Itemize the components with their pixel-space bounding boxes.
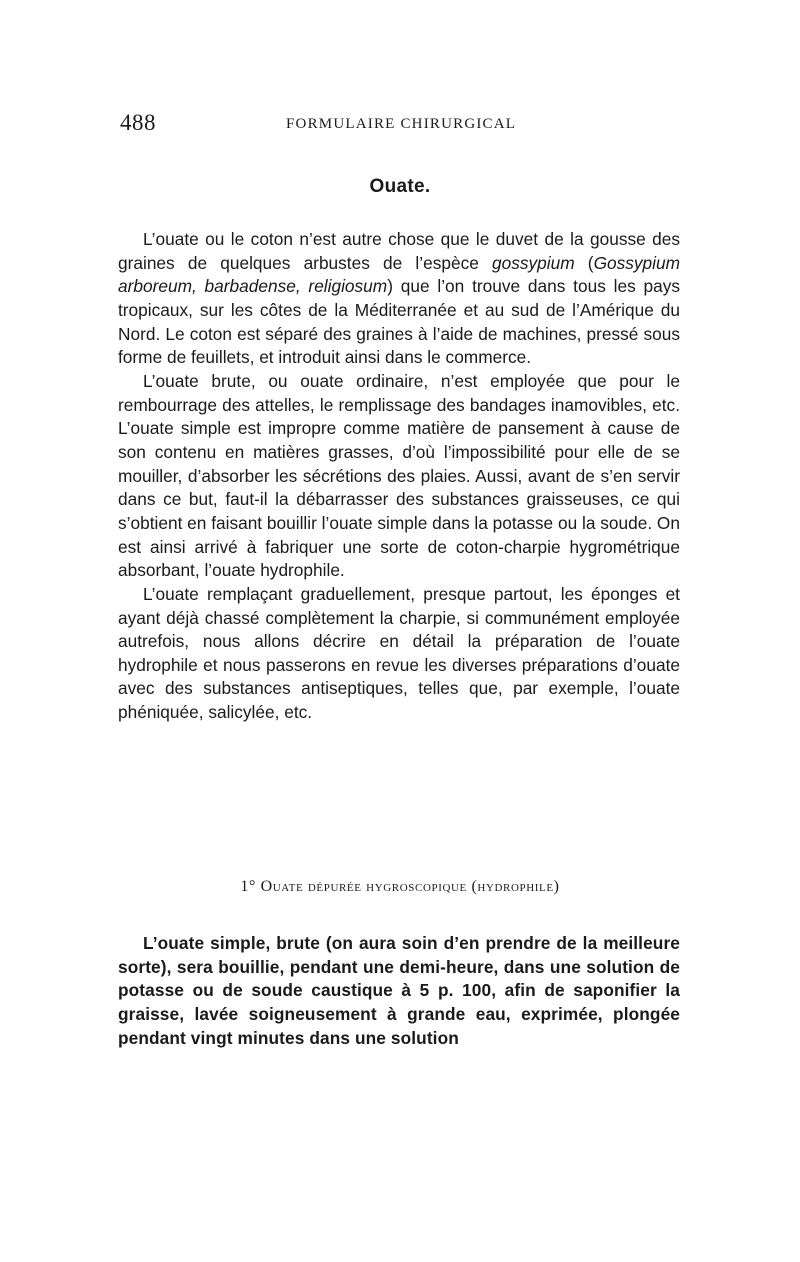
paragraph-1-italic-species: Gossypium arboreum, barbadense, religiosum [118, 252, 680, 297]
subsection-body [118, 932, 680, 1050]
section-body [118, 228, 680, 725]
subsection-number: 1° [240, 878, 256, 895]
page-number: 488 [120, 110, 156, 135]
paragraph-1 [118, 228, 680, 370]
subsection-title [0, 878, 800, 896]
paragraph-1-text-a: L’ouate ou le coton n’est autre chose que le duvet de la gousse des graines de quelques arbustes de l’espèce [118, 229, 680, 273]
paragraph-2: L’ouate brute, ou ouate ordinaire, n’est employée que pour le rembourrage des attelles, le remplissage des bandages inamovibles, etc. L’ouate simple est impropre comme matière de pansement à cause de son contenu en matières grasses, d’où l’impossibilité pour elle de se mouiller, d’absorber les sécrétions des plaies. Aussi, avant de s’en servir dans ce but, faut-il la débarrasser des substances graisseuses, ce qui s’obtient en faisant bouillir l’ouate simple dans la potasse ou la soude. On est ainsi arrivé à fabriquer une sorte de coton-charpie hygrométrique absorbant, l’ouate hydrophile. [118, 370, 680, 581]
subsection-title-text: Ouate dépurée hygroscopique (hydrophile) [260, 878, 560, 895]
paragraph-1-text-c: ) que l’on trouve dans tous les pays tropicaux, sur les côtes de la Méditerranée et au sud de l’Amérique du Nord. Le coton est séparé des graines à l’aide de machines, pressé sous forme de feuillets, et introduit ainsi dans le commerce. [118, 276, 681, 368]
paragraph-1-italic-genus: gossypium [492, 252, 575, 273]
paragraph-4: L’ouate simple, brute (on aura soin d’en prendre de la meilleure sorte), sera bouillie, pendant une demi-heure, dans une solution de potasse ou de soude caustique à 5 p. 100, afin de saponifier la graisse, lavée soigneusement à grande eau, exprimée, plongée pendant vingt minutes dans une solution [118, 933, 680, 1048]
paragraph-1-text-b: ( [574, 252, 594, 273]
running-head [120, 110, 682, 140]
running-title: FORMULAIRE CHIRURGICAL [286, 116, 517, 132]
section-title: Ouate. [369, 176, 431, 197]
paragraph-3: L’ouate remplaçant graduellement, presque partout, les éponges et ayant déjà chassé complètement la charpie, si communément employée autrefois, nous allons décrire en détail la préparation de l’ouate hydrophile et nous passerons en revue les diverses préparations d’ouate avec des substances antiseptiques, telles que, par exemple, l’ouate phéniquée, salicylée, etc. [118, 583, 680, 723]
